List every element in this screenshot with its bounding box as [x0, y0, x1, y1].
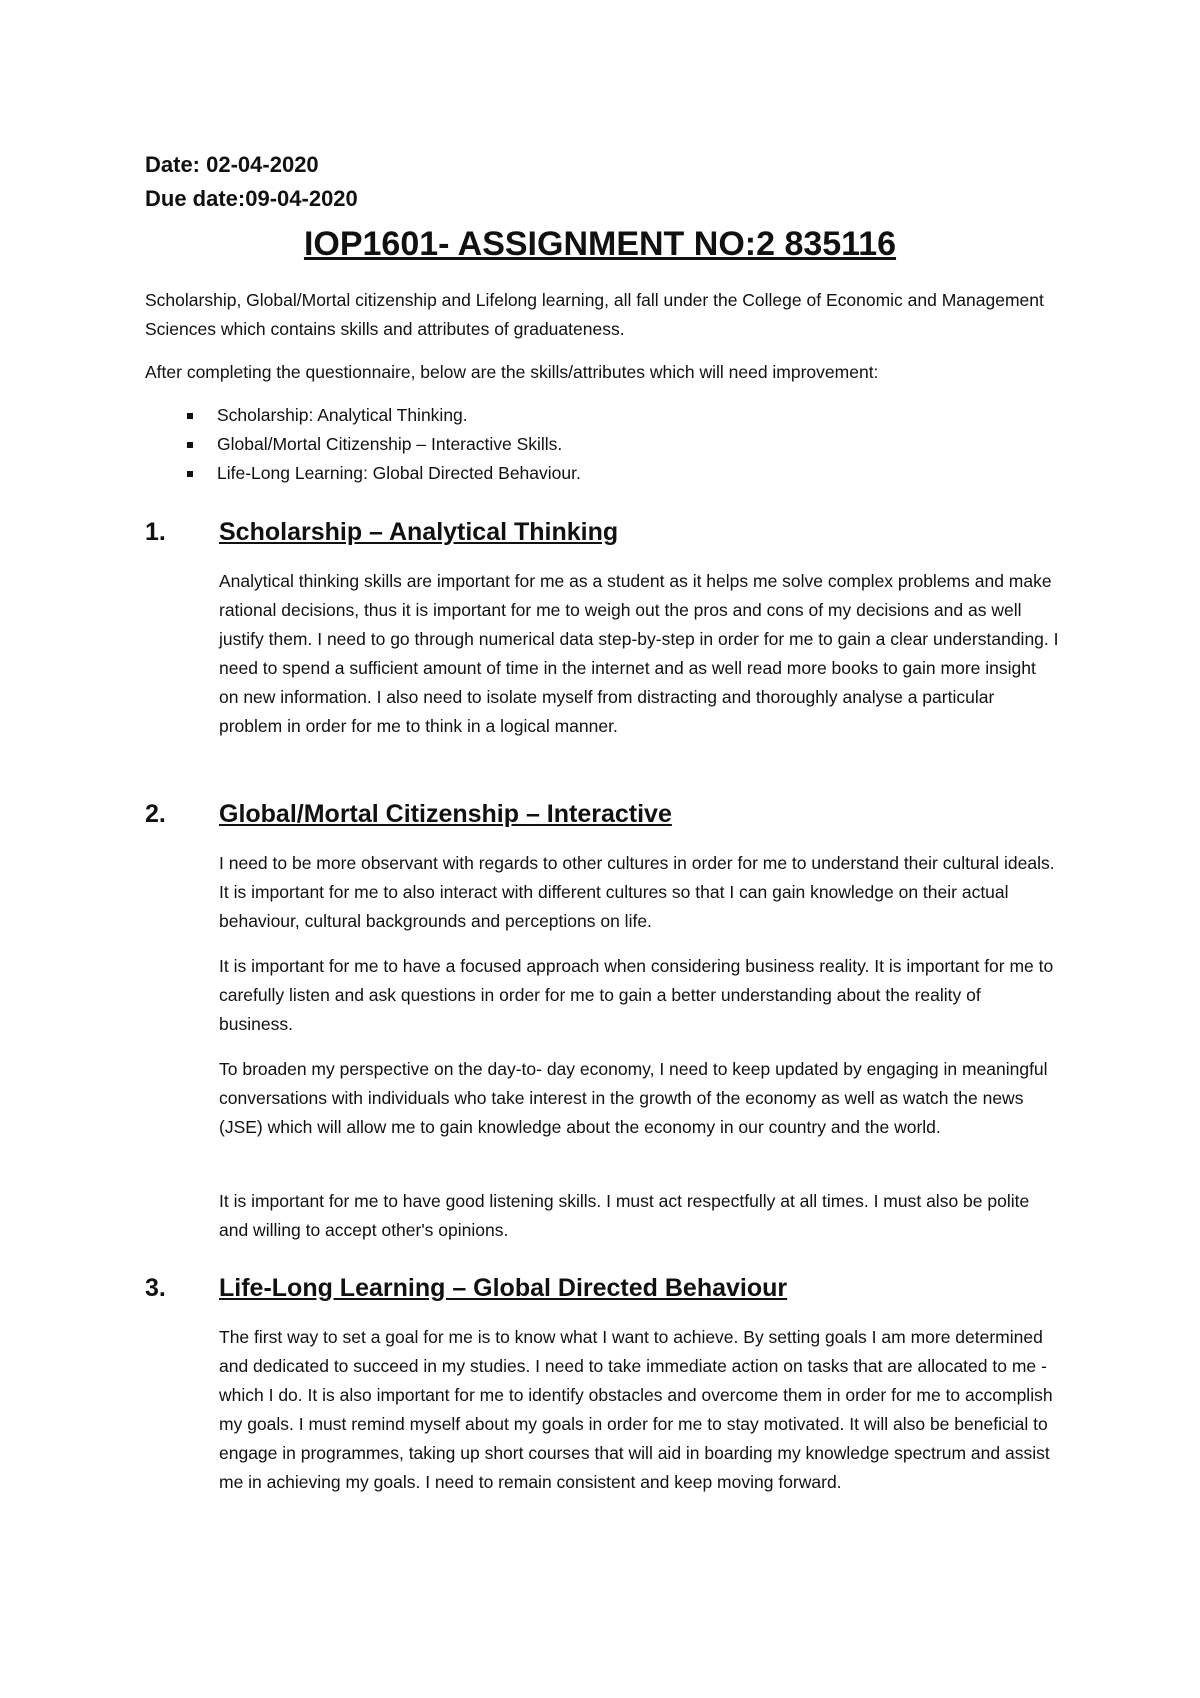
due-date-line: Due date:09-04-2020: [145, 186, 358, 211]
section-2-paragraph-3: To broaden my perspective on the day-to- day economy, I need to keep updated by engaging in meaningful conversations with individuals who take interest in the growth of the economy as well as watch the news (JSE) which will allow me to gain knowledge about the economy in our country and the world.: [219, 1059, 1048, 1137]
list-item-text: Global/Mortal Citizenship – Interactive Skills.: [217, 434, 563, 454]
section-2-paragraph-1: I need to be more observant with regards to other cultures in order for me to understand their cultural ideals. It is important for me to also interact with different cultures so that I can gain knowledge on their actual behaviour, cultural backgrounds and perceptions on life.: [219, 853, 1055, 931]
section-number: 2.: [145, 799, 166, 828]
section-2-paragraph-2: It is important for me to have a focused approach when considering business reality. It is important for me to carefully listen and ask questions in order for me to gain a better understanding about the reality of business.: [219, 956, 1054, 1034]
list-item: [145, 459, 581, 488]
section-title: Global/Mortal Citizenship – Interactive: [219, 799, 672, 828]
section-3-paragraph: The first way to set a goal for me is to know what I want to achieve. By setting goals I am more determined and dedicated to succeed in my studies. I need to take immediate action on tasks that are allocated to me - which I do. It is also important for me to identify obstacles and overcome them in order for me to accomplish my goals. I must remind myself about my goals in order for me to stay motivated. It will also be beneficial to engage in programmes, taking up short courses that will aid in boarding my knowledge spectrum and assist me in achieving my goals. I need to remain consistent and keep moving forward.: [219, 1327, 1053, 1492]
section-title: Scholarship – Analytical Thinking: [219, 517, 619, 546]
square-bullet-icon: [187, 471, 193, 477]
section-number: 3.: [145, 1273, 166, 1302]
date-line: Date: 02-04-2020: [145, 152, 319, 177]
list-item-text: Scholarship: Analytical Thinking.: [217, 405, 468, 425]
intro-lead: After completing the questionnaire, below are the skills/attributes which will need improvement:: [145, 362, 879, 382]
intro-paragraph: Scholarship, Global/Mortal citizenship and Lifelong learning, all fall under the College of Economic and Management Sciences which contains skills and attributes of graduateness.: [145, 290, 1044, 339]
section-heading-2: [145, 794, 672, 834]
section-number: 1.: [145, 517, 166, 546]
section-2-paragraph-4: It is important for me to have good listening skills. I must act respectfully at all times. I must also be polite and willing to accept other's opinions.: [219, 1191, 1030, 1240]
square-bullet-icon: [187, 413, 193, 419]
document-title: IOP1601- ASSIGNMENT NO:2 835116: [303, 225, 897, 263]
square-bullet-icon: [187, 442, 193, 448]
list-item-text: Life-Long Learning: Global Directed Behaviour.: [217, 463, 581, 483]
section-1-paragraph: Analytical thinking skills are important for me as a student as it helps me solve complex problems and make rational decisions, thus it is important for me to weigh out the pros and cons of my decisions and as well justify them. I need to go through numerical data step-by-step in order for me to gain a clear understanding. I need to spend a sufficient amount of time in the internet and as well read more books to gain more insight on new information. I also need to isolate myself from distracting and thoroughly analyse a particular problem in order for me to think in a logical manner.: [219, 571, 1059, 736]
section-heading-3: [145, 1268, 787, 1308]
list-item: [145, 401, 581, 430]
section-title: Life-Long Learning – Global Directed Behaviour: [219, 1273, 788, 1302]
improvement-list: [145, 401, 581, 488]
list-item: [145, 430, 581, 459]
section-heading-1: [145, 512, 618, 552]
